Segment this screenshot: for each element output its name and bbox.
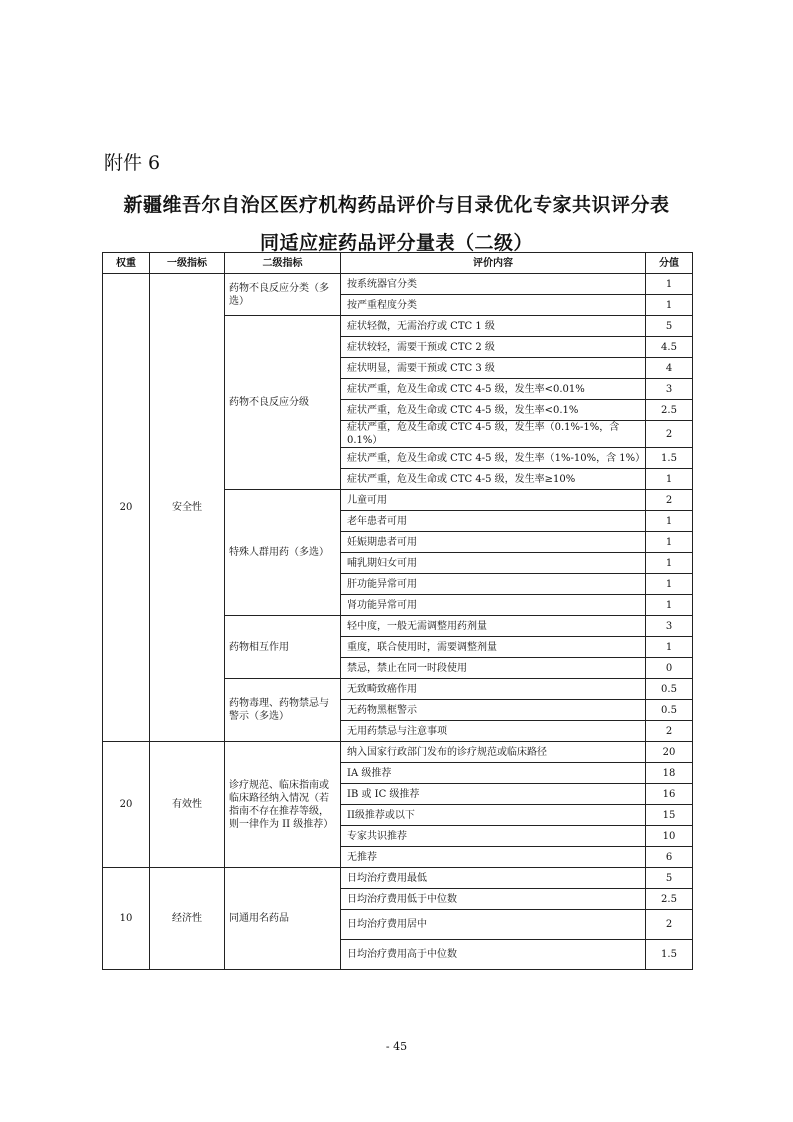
score-cell: 1.5 (646, 448, 693, 469)
score-cell: 5 (646, 868, 693, 889)
score-cell: 6 (646, 847, 693, 868)
score-cell: 1 (646, 574, 693, 595)
score-cell: 1 (646, 637, 693, 658)
evaluation-content-cell: 症状严重，危及生命或 CTC 4-5 级，发生率<0.01% (341, 379, 646, 400)
score-cell: 1 (646, 274, 693, 295)
table-header-row (103, 253, 693, 274)
secondary-indicator-cell: 特殊人群用药（多选） (225, 490, 341, 616)
evaluation-content-cell: 症状较轻，需要干预或 CTC 2 级 (341, 337, 646, 358)
score-cell: 1 (646, 532, 693, 553)
header-weight: 权重 (103, 253, 150, 274)
score-cell: 1 (646, 553, 693, 574)
evaluation-content-cell: 症状严重，危及生命或 CTC 4-5 级，发生率（0.1%-1%，含 0.1%） (341, 421, 646, 448)
evaluation-content-cell: 专家共识推荐 (341, 826, 646, 847)
score-cell: 1 (646, 511, 693, 532)
evaluation-content-cell: 轻中度，一般无需调整用药剂量 (341, 616, 646, 637)
evaluation-content-cell: 日均治疗费用高于中位数 (341, 940, 646, 970)
score-cell: 2.5 (646, 889, 693, 910)
evaluation-content-cell: 按系统器官分类 (341, 274, 646, 295)
evaluation-content-cell: II级推荐或以下 (341, 805, 646, 826)
header-score: 分值 (646, 253, 693, 274)
evaluation-content-cell: 无药物黑框警示 (341, 700, 646, 721)
page-number: - 45 (385, 1040, 408, 1053)
score-cell: 2 (646, 490, 693, 511)
table-row (103, 274, 693, 295)
evaluation-content-cell: 肝功能异常可用 (341, 574, 646, 595)
score-cell: 20 (646, 742, 693, 763)
score-cell: 16 (646, 784, 693, 805)
score-cell: 4.5 (646, 337, 693, 358)
secondary-indicator-cell: 药物不良反应分级 (225, 316, 341, 490)
score-table (102, 252, 693, 970)
header-level2: 二级指标 (225, 253, 341, 274)
evaluation-content-cell: 症状明显，需要干预或 CTC 3 级 (341, 358, 646, 379)
evaluation-content-cell: 无致畸致癌作用 (341, 679, 646, 700)
evaluation-content-cell: 无用药禁忌与注意事项 (341, 721, 646, 742)
table-row (103, 742, 693, 763)
secondary-indicator-cell: 药物相互作用 (225, 616, 341, 679)
document-title: 新疆维吾尔自治区医疗机构药品评价与目录优化专家共识评分表 (123, 194, 670, 216)
score-cell: 0 (646, 658, 693, 679)
evaluation-content-cell: 肾功能异常可用 (341, 595, 646, 616)
evaluation-content-cell: 哺乳期妇女可用 (341, 553, 646, 574)
score-cell: 1.5 (646, 940, 693, 970)
evaluation-content-cell: 纳入国家行政部门发布的诊疗规范或临床路径 (341, 742, 646, 763)
header-content: 评价内容 (341, 253, 646, 274)
score-cell: 1 (646, 295, 693, 316)
score-cell: 2 (646, 910, 693, 940)
primary-indicator-cell: 经济性 (150, 868, 225, 970)
score-cell: 2 (646, 721, 693, 742)
evaluation-content-cell: 妊娠期患者可用 (341, 532, 646, 553)
score-cell: 4 (646, 358, 693, 379)
score-cell: 3 (646, 616, 693, 637)
secondary-indicator-cell: 药物毒理、药物禁忌与警示（多选） (225, 679, 341, 742)
weight-cell: 20 (103, 274, 150, 742)
evaluation-content-cell: 无推荐 (341, 847, 646, 868)
score-cell: 18 (646, 763, 693, 784)
score-cell: 2.5 (646, 400, 693, 421)
secondary-indicator-cell: 诊疗规范、临床指南或临床路径纳入情况（若指南不存在推荐等级，则一律作为 II 级推荐） (225, 742, 341, 868)
score-cell: 1 (646, 469, 693, 490)
score-cell: 2 (646, 421, 693, 448)
evaluation-content-cell: 老年患者可用 (341, 511, 646, 532)
evaluation-content-cell: 重度，联合使用时，需要调整剂量 (341, 637, 646, 658)
evaluation-content-cell: 儿童可用 (341, 490, 646, 511)
table-row (103, 868, 693, 889)
primary-indicator-cell: 有效性 (150, 742, 225, 868)
evaluation-content-cell: 日均治疗费用居中 (341, 910, 646, 940)
evaluation-content-cell: 禁忌，禁止在同一时段使用 (341, 658, 646, 679)
header-level1: 一级指标 (150, 253, 225, 274)
evaluation-content-cell: 按严重程度分类 (341, 295, 646, 316)
weight-cell: 10 (103, 868, 150, 970)
secondary-indicator-cell: 同通用名药品 (225, 868, 341, 970)
score-cell: 10 (646, 826, 693, 847)
evaluation-content-cell: 症状严重，危及生命或 CTC 4-5 级，发生率≥10% (341, 469, 646, 490)
score-cell: 0.5 (646, 679, 693, 700)
score-cell: 3 (646, 379, 693, 400)
score-cell: 0.5 (646, 700, 693, 721)
evaluation-content-cell: IA 级推荐 (341, 763, 646, 784)
attachment-label: 附件 6 (104, 152, 161, 174)
score-cell: 5 (646, 316, 693, 337)
evaluation-content-cell: 日均治疗费用最低 (341, 868, 646, 889)
primary-indicator-cell: 安全性 (150, 274, 225, 742)
evaluation-content-cell: 症状轻微，无需治疗或 CTC 1 级 (341, 316, 646, 337)
document-subtitle: 同适应症药品评分量表（二级） (259, 232, 533, 254)
score-cell: 15 (646, 805, 693, 826)
weight-cell: 20 (103, 742, 150, 868)
score-cell: 1 (646, 595, 693, 616)
evaluation-content-cell: 症状严重，危及生命或 CTC 4-5 级，发生率<0.1% (341, 400, 646, 421)
evaluation-content-cell: IB 或 IC 级推荐 (341, 784, 646, 805)
evaluation-content-cell: 日均治疗费用低于中位数 (341, 889, 646, 910)
evaluation-content-cell: 症状严重，危及生命或 CTC 4-5 级，发生率（1%-10%，含 1%） (341, 448, 646, 469)
secondary-indicator-cell: 药物不良反应分类（多选） (225, 274, 341, 316)
table-body (103, 274, 693, 970)
